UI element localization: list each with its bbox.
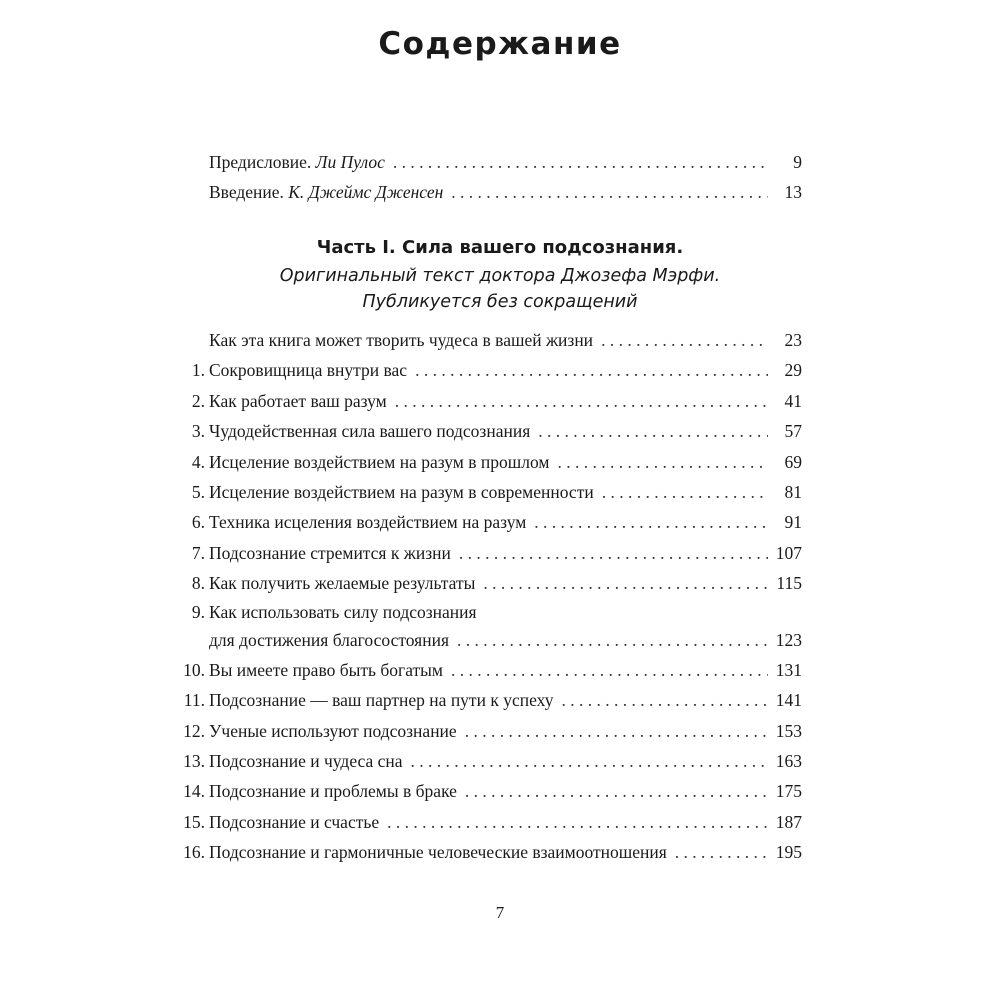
dot-leader (451, 177, 768, 207)
entry-title: Как использовать силу подсознания (209, 601, 477, 622)
entry-number: 13. (183, 751, 205, 772)
entry-title: Подсознание и чудеса сна (209, 751, 403, 772)
toc-entry-continuation[interactable] (172, 625, 802, 655)
dot-leader (411, 746, 768, 776)
toc-entry[interactable] (172, 599, 802, 625)
entry-page: 41 (784, 390, 802, 411)
part-subtitle-line-2: Публикуется без сокращений (362, 292, 638, 312)
entry-number: 11. (183, 690, 205, 711)
toc-entry[interactable] (172, 655, 802, 685)
entry-title: Подсознание и проблемы в браке (209, 781, 457, 802)
entry-title: Подсознание стремится к жизни (209, 542, 451, 563)
entry-page: 23 (784, 330, 802, 350)
toc-entry[interactable] (172, 776, 802, 806)
entry-number: 7. (191, 542, 205, 563)
dot-leader (483, 568, 768, 598)
toc-entry[interactable] (172, 477, 802, 507)
chapter-list (172, 325, 802, 868)
toc-entry[interactable] (172, 746, 802, 776)
entry-number: 4. (191, 451, 205, 472)
entry-title: Вы имеете право быть богатым (209, 659, 444, 680)
toc-entry[interactable] (172, 355, 802, 385)
dot-leader (459, 538, 768, 568)
entry-title: Введение. К. Джеймс Дженсен (209, 182, 444, 202)
entry-title: Исцеление воздействием на разум в современности (209, 481, 594, 502)
entry-number: 16. (183, 842, 205, 863)
page-title: Содержание (378, 26, 622, 62)
entry-title: Чудодейственная сила вашего подсознания (209, 421, 531, 442)
entry-page: 81 (784, 481, 802, 502)
toc-entry[interactable] (172, 568, 802, 598)
entry-number: 2. (191, 390, 205, 411)
dot-leader (538, 416, 768, 446)
entry-title: Сокровищница внутри вас (209, 360, 408, 381)
entry-page: 123 (775, 629, 802, 650)
entry-page: 13 (784, 182, 802, 202)
entry-number: 5. (191, 481, 205, 502)
entry-title-line-2: для достижения благосостояния (209, 629, 449, 650)
entry-title: Ученые используют подсознание (209, 720, 457, 741)
dot-leader (465, 716, 768, 746)
entry-title: Предисловие. Ли Пулос (209, 152, 385, 172)
entry-page: 163 (775, 751, 802, 772)
toc-entry[interactable] (172, 325, 802, 355)
toc-entry-introduction[interactable] (172, 177, 802, 207)
entry-page: 153 (775, 720, 802, 741)
front-matter-list (172, 147, 802, 207)
entry-page: 195 (775, 842, 802, 863)
entry-page: 141 (775, 690, 802, 711)
entry-page: 131 (775, 659, 802, 680)
dot-leader (387, 807, 768, 837)
entry-number: 8. (191, 573, 205, 594)
entry-page: 9 (793, 152, 802, 172)
dot-leader (393, 147, 768, 177)
entry-title: Подсознание и гармоничные человеческие взаимоотношения (209, 842, 667, 863)
toc-entry[interactable] (172, 507, 802, 537)
entry-number: 1. (191, 360, 205, 381)
toc-entry[interactable] (172, 538, 802, 568)
entry-number: 14. (183, 781, 205, 802)
toc-entry[interactable] (172, 416, 802, 446)
entry-title: Как эта книга может творить чудеса в вашей жизни (209, 330, 594, 350)
entry-page: 69 (784, 451, 802, 472)
dot-leader (451, 655, 768, 685)
dot-leader (534, 507, 768, 537)
dot-leader (557, 447, 768, 477)
toc-entry[interactable] (172, 807, 802, 837)
toc-entry[interactable] (172, 386, 802, 416)
dot-leader (601, 325, 768, 355)
dot-leader (602, 477, 768, 507)
entry-number: 10. (183, 659, 205, 680)
entry-author: Ли Пулос (315, 152, 385, 172)
part-title: Часть I. Сила вашего подсознания. (316, 237, 684, 258)
toc-entry-preface[interactable] (172, 147, 802, 177)
part-heading (0, 233, 1000, 315)
dot-leader (457, 625, 768, 655)
entry-number: 12. (183, 720, 205, 741)
toc-entry[interactable] (172, 685, 802, 715)
dot-leader (675, 837, 768, 867)
entry-page: 29 (784, 360, 802, 381)
toc-entry[interactable] (172, 447, 802, 477)
entry-number: 3. (191, 421, 205, 442)
entry-title: Подсознание и счастье (209, 811, 380, 832)
entry-page: 187 (775, 811, 802, 832)
entry-title: Подсознание — ваш партнер на пути к успеху (209, 690, 554, 711)
toc-entry[interactable] (172, 837, 802, 867)
entry-page: 175 (775, 781, 802, 802)
entry-page: 91 (784, 512, 802, 533)
entry-page: 115 (776, 573, 802, 594)
page-number: 7 (495, 903, 505, 922)
entry-page: 107 (775, 542, 802, 563)
dot-leader (395, 386, 768, 416)
entry-number: 6. (191, 512, 205, 533)
entry-title: Как получить желаемые результаты (209, 573, 476, 594)
entry-page: 57 (784, 421, 802, 442)
entry-title: Техника исцеления воздействием на разум (209, 512, 527, 533)
entry-author: К. Джеймс Дженсен (288, 182, 444, 202)
dot-leader (561, 685, 767, 715)
entry-title: Исцеление воздействием на разум в прошлом (209, 451, 550, 472)
entry-number: 9. (191, 601, 205, 622)
part-subtitle-line-1: Оригинальный текст доктора Джозефа Мэрфи. (279, 266, 721, 286)
entry-title: Как работает ваш разум (209, 390, 387, 411)
toc-entry[interactable] (172, 716, 802, 746)
entry-number: 15. (183, 811, 205, 832)
dot-leader (465, 776, 768, 806)
dot-leader (415, 355, 768, 385)
